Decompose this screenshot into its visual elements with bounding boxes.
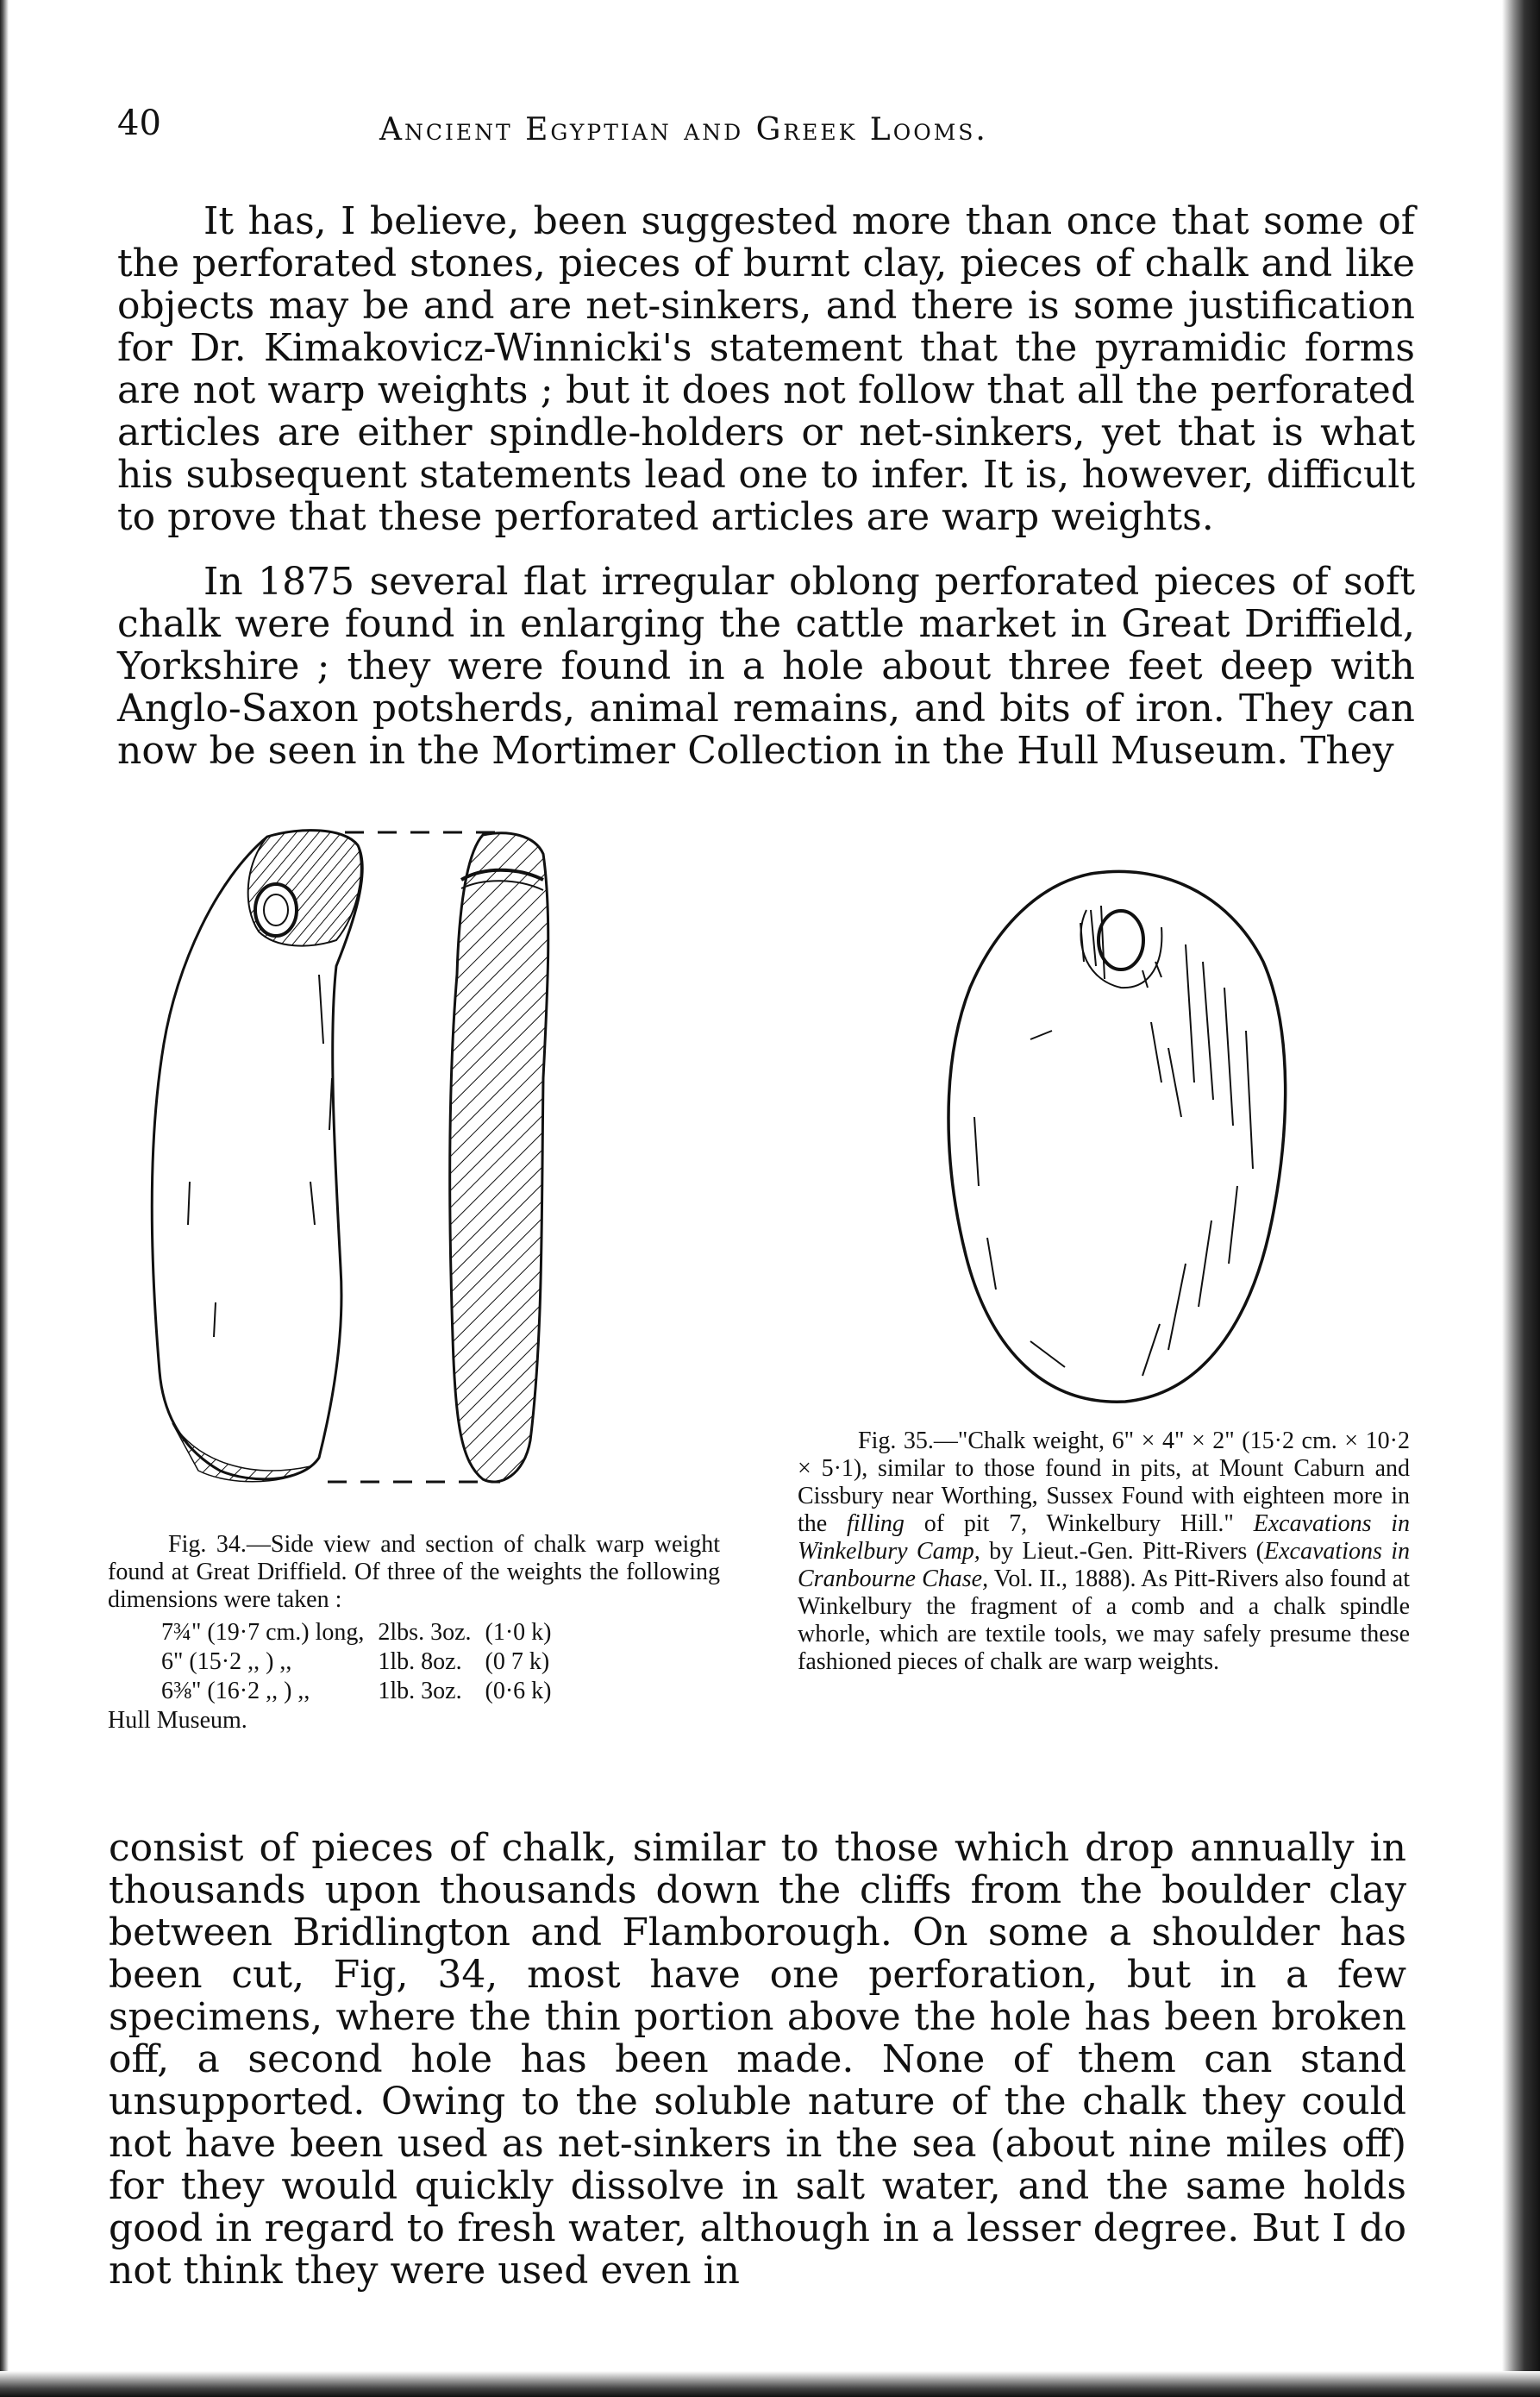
figure-34-location: Hull Museum. bbox=[108, 1707, 247, 1734]
paragraph-2-text: In 1875 several flat irregular oblong perforated pieces of soft chalk were found in enlarging the cattle market in Great Driffield, Yorkshire ; they were found in a hole about three feet deep with Anglo-Saxon potsherds, animal remains, and bits of iron. They can now be seen in the Mortimer Collection in the Hull Museum. They bbox=[117, 560, 1415, 773]
page-edge-left bbox=[0, 0, 9, 2397]
dimension-length: 6" (15·2 ,, ) ,, bbox=[161, 1648, 292, 1675]
figure-35-italic-source: Excavations in Winkelbury Camp, bbox=[798, 1510, 1411, 1565]
dimension-row bbox=[161, 1619, 563, 1647]
figure-35-quote: "Chalk weight, 6" × 4" × 2" (15·2 cm. × 10·2 × 5·1), similar to those found in pits, at Mount Caburn and Cissbury near Worthing, Sussex Found with eighteen more in the bbox=[798, 1428, 1410, 1537]
paragraph-1 bbox=[117, 200, 1415, 538]
figure-35-italic-source-2: Excavations in Cranbourne Chase, bbox=[798, 1538, 1411, 1592]
figure-35-quote-2: of pit 7, Winkelbury Hill." bbox=[923, 1510, 1234, 1537]
figure-34-dimensions-table bbox=[160, 1617, 565, 1707]
paragraph-1-text: It has, I believe, been suggested more than once that some of the perforated stones, pieces of burnt clay, pieces of chalk and like objects may be and are net-sinkers, and there is some justification for Dr. Kimakovicz-Winnicki's statement that the pyramidic forms are not warp weights ; but it does not follow that all the perforated articles are either spindle-holders or net-sinkers, yet that is what his subsequent statements lead one to infer. It is, however, difficult to prove that these perforated articles are warp weights. bbox=[117, 199, 1415, 539]
figure-35-illustration bbox=[936, 858, 1298, 1410]
running-title: Ancient Egyptian and Greek Looms. bbox=[379, 112, 988, 147]
figure-34-caption bbox=[108, 1531, 720, 1735]
figure-34-caption-text: Fig. 34.—Side view and section of chalk warp weight found at Great Driffield. Of three of the weights the following dimensions were taken : bbox=[108, 1531, 720, 1613]
figure-34-illustration bbox=[138, 819, 655, 1527]
dimension-weight: 1lb. 3oz. bbox=[378, 1678, 462, 1704]
dimension-row bbox=[161, 1648, 563, 1676]
figure-35-label: Fig. 35.— bbox=[858, 1428, 958, 1454]
chalk-weight-section-view bbox=[450, 833, 548, 1482]
figure-35-italic-filling: filling bbox=[847, 1510, 905, 1537]
paragraph-2 bbox=[117, 561, 1415, 772]
paragraph-3 bbox=[109, 1827, 1406, 2292]
dimension-kilograms: (0·6 k) bbox=[485, 1678, 552, 1704]
dimension-weight: 1lb. 8oz. bbox=[378, 1648, 462, 1675]
figure-35-caption-end: Vol. II., 1888). As Pitt-Rivers also found at Winkelbury the fragment of a comb and a chalk spindle whorle, which are textile tools, we may safely presume these fashioned pieces of chalk are warp weights. bbox=[798, 1566, 1410, 1675]
page-edge-right bbox=[1502, 0, 1540, 2397]
dimension-kilograms: (0 7 k) bbox=[485, 1648, 550, 1675]
figure-35-caption bbox=[798, 1428, 1410, 1676]
dimension-length: 7¾" (19·7 cm.) long, bbox=[161, 1619, 365, 1646]
figure-35-author: by Lieut.-Gen. Pitt-Rivers ( bbox=[989, 1538, 1265, 1565]
dimension-length: 6⅜" (16·2 ,, ) ,, bbox=[161, 1678, 310, 1704]
dimension-weight: 2lbs. 3oz. bbox=[378, 1619, 472, 1646]
dimension-row bbox=[161, 1678, 563, 1705]
dimension-kilograms: (1·0 k) bbox=[485, 1619, 552, 1646]
paragraph-3-text: consist of pieces of chalk, similar to those which drop annually in thousands upon thousands down the cliffs from the boulder clay between Bridlington and Flamborough. On some a shoulder has been cut, Fig, 34, most have one perforation, but in a few specimens, where the thin portion above the hole has been broken off, a second hole has been made. None of them can stand unsupported. Owing to the soluble nature of the chalk they could not have been used as net-sinkers in the sea (about nine miles off) for they would quickly dissolve in salt water, and the same holds good in regard to fresh water, although in a lesser degree. But I do not think they were used even in bbox=[109, 1826, 1406, 2293]
page-edge-bottom bbox=[0, 2371, 1540, 2397]
page-number: 40 bbox=[117, 104, 161, 143]
